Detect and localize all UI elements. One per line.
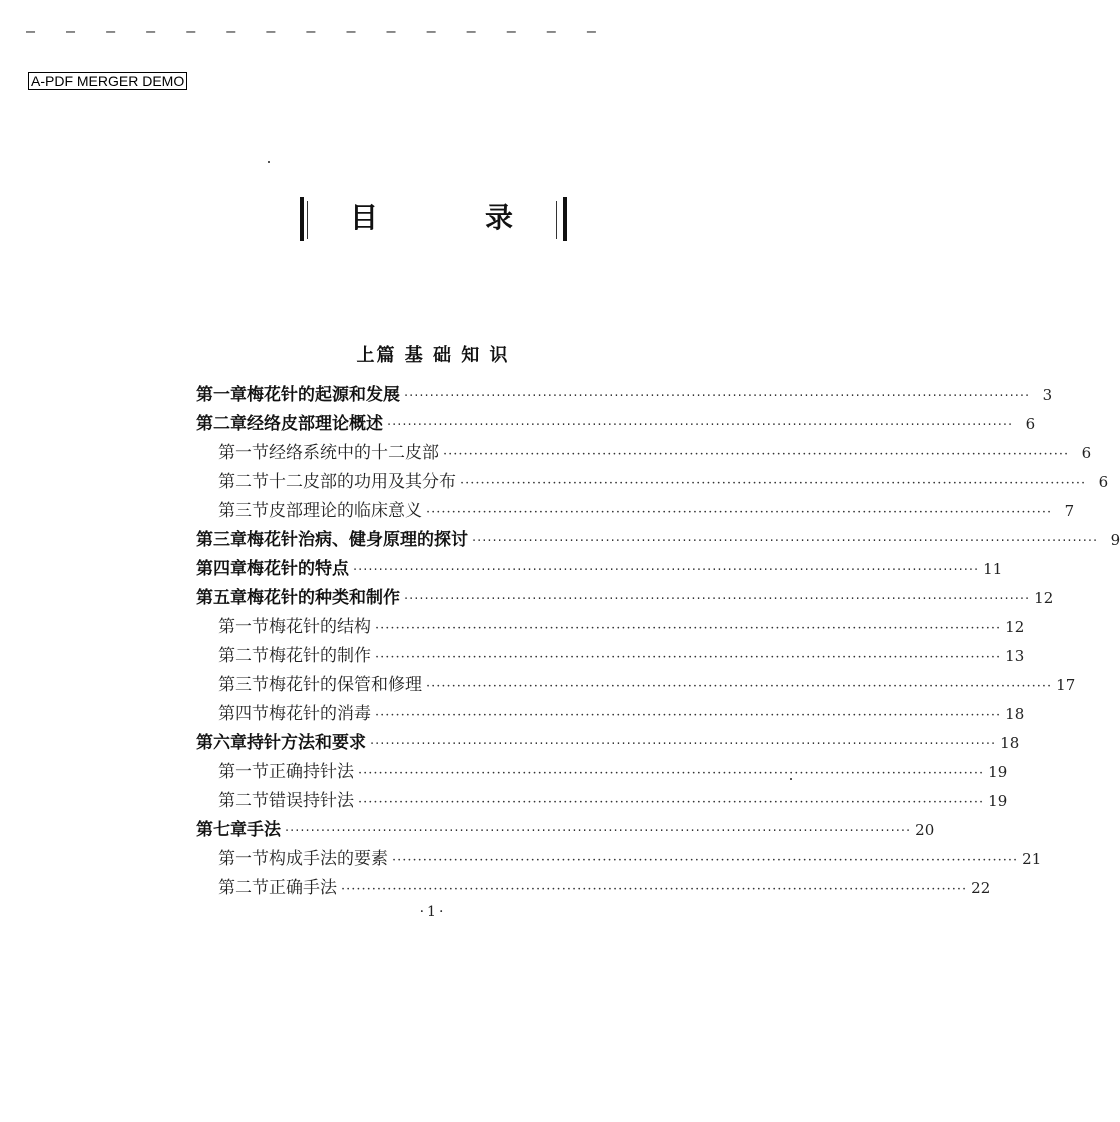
toc-dot-leader [404, 585, 1030, 614]
toc-entry-title: 正确持针法 [269, 762, 354, 782]
title-left-thin-bar [307, 201, 308, 239]
toc-page-number: 18 [1000, 734, 1020, 752]
toc-page-number: 11 [983, 560, 1003, 578]
toc-entry-title: 梅花针的起源和发展 [247, 385, 400, 405]
toc-section-row[interactable] [196, 700, 1025, 729]
toc-entry-title: 梅花针的特点 [247, 559, 349, 579]
toc-chapter-row[interactable] [196, 526, 1120, 555]
toc-page-number: 6 [1081, 444, 1092, 462]
toc-dot-leader [375, 643, 1001, 672]
toc-entry-number: 第五章 [196, 588, 247, 608]
toc-section-row[interactable] [196, 613, 1025, 642]
toc-section-row[interactable] [196, 497, 1075, 526]
toc-page-number: 9 [1110, 531, 1120, 549]
toc-entry-number: 第一节 [218, 762, 269, 782]
toc-entry-title: 错误持针法 [269, 791, 354, 811]
toc-page-number: 18 [1005, 705, 1025, 723]
toc-page-number: 19 [988, 763, 1008, 781]
toc-entry-number: 第三章 [196, 530, 247, 550]
toc-entry-number: 第二节 [218, 646, 269, 666]
toc-entry-number: 第二节 [218, 472, 269, 492]
toc-entry-number: 第一章 [196, 385, 247, 405]
toc-page-number: 7 [1064, 502, 1075, 520]
toc-dot-leader [392, 846, 1018, 875]
toc-section-row[interactable] [196, 845, 1042, 874]
header-dash-rule: — — — — — — — — — — — — — — — [26, 22, 607, 40]
toc-chapter-row[interactable] [196, 381, 1053, 410]
title-left-bar [300, 197, 304, 241]
toc-page-number: 13 [1005, 647, 1025, 665]
toc-page-number: 3 [1042, 386, 1053, 404]
toc-section-row[interactable] [196, 787, 1008, 816]
watermark-label: A-PDF MERGER DEMO [28, 72, 187, 90]
scan-speck [268, 161, 270, 163]
toc-page-number: 17 [1056, 676, 1076, 694]
toc-section-row[interactable] [196, 642, 1025, 671]
title-char-left: 目 [350, 201, 379, 234]
toc-dot-leader [358, 759, 984, 788]
toc-entry-title: 手法 [247, 820, 281, 840]
toc-dot-leader [404, 382, 1030, 411]
toc-entry-number: 第二节 [218, 878, 269, 898]
page-folio: ·1· [419, 904, 447, 920]
toc-section-row[interactable] [196, 874, 991, 903]
table-of-contents [196, 381, 1120, 903]
toc-page-number: 19 [988, 792, 1008, 810]
toc-entry-title: 皮部理论的临床意义 [269, 501, 422, 521]
toc-chapter-row[interactable] [196, 410, 1036, 439]
toc-section-row[interactable] [196, 671, 1076, 700]
toc-page-number: 12 [1005, 618, 1025, 636]
toc-dot-leader [285, 817, 911, 846]
toc-section-row[interactable] [196, 758, 1008, 787]
toc-entry-title: 十二皮部的功用及其分布 [269, 472, 456, 492]
toc-dot-leader [387, 411, 1013, 440]
part-heading: 上篇 基 础 知 识 [356, 345, 510, 366]
toc-entry-title: 构成手法的要素 [269, 849, 388, 869]
toc-entry-number: 第三节 [218, 675, 269, 695]
toc-dot-leader [443, 440, 1069, 469]
toc-page-number: 6 [1025, 415, 1036, 433]
toc-entry-title: 梅花针的结构 [269, 617, 371, 637]
title-right-bar [563, 197, 567, 241]
toc-page-number: 6 [1098, 473, 1109, 491]
toc-section-row[interactable] [196, 468, 1109, 497]
toc-chapter-row[interactable] [196, 555, 1003, 584]
toc-page-number: 22 [971, 879, 991, 897]
toc-entry-title: 梅花针的制作 [269, 646, 371, 666]
toc-entry-number: 第七章 [196, 820, 247, 840]
toc-page-number: 12 [1034, 589, 1054, 607]
title-char-right: 录 [485, 201, 514, 234]
toc-entry-title: 持针方法和要求 [247, 733, 366, 753]
toc-entry-number: 第四章 [196, 559, 247, 579]
toc-chapter-row[interactable] [196, 584, 1054, 613]
toc-chapter-row[interactable] [196, 729, 1020, 758]
toc-entry-title: 梅花针的保管和修理 [269, 675, 422, 695]
toc-entry-number: 第三节 [218, 501, 269, 521]
toc-dot-leader [460, 469, 1086, 498]
toc-entry-number: 第一节 [218, 849, 269, 869]
toc-chapter-row[interactable] [196, 816, 935, 845]
toc-dot-leader [341, 875, 967, 904]
toc-section-row[interactable] [196, 439, 1092, 468]
toc-dot-leader [358, 788, 984, 817]
toc-dot-leader [353, 556, 979, 585]
toc-entry-number: 第一节 [218, 617, 269, 637]
toc-entry-title: 经络皮部理论概述 [247, 414, 383, 434]
toc-entry-number: 第六章 [196, 733, 247, 753]
toc-entry-number: 第二章 [196, 414, 247, 434]
toc-entry-title: 经络系统中的十二皮部 [269, 443, 439, 463]
toc-dot-leader [426, 672, 1052, 701]
toc-entry-number: 第二节 [218, 791, 269, 811]
title-right-thin-bar [556, 201, 557, 239]
toc-dot-leader [375, 701, 1001, 730]
toc-entry-title: 正确手法 [269, 878, 337, 898]
toc-entry-number: 第四节 [218, 704, 269, 724]
toc-entry-number: 第一节 [218, 443, 269, 463]
toc-entry-title: 梅花针的种类和制作 [247, 588, 400, 608]
toc-dot-leader [375, 614, 1001, 643]
toc-entry-title: 梅花针的消毒 [269, 704, 371, 724]
toc-dot-leader [370, 730, 996, 759]
toc-dot-leader [472, 527, 1098, 556]
toc-dot-leader [426, 498, 1052, 527]
toc-page-number: 20 [915, 821, 935, 839]
toc-entry-title: 梅花针治病、健身原理的探讨 [247, 530, 468, 550]
toc-page-number: 21 [1022, 850, 1042, 868]
